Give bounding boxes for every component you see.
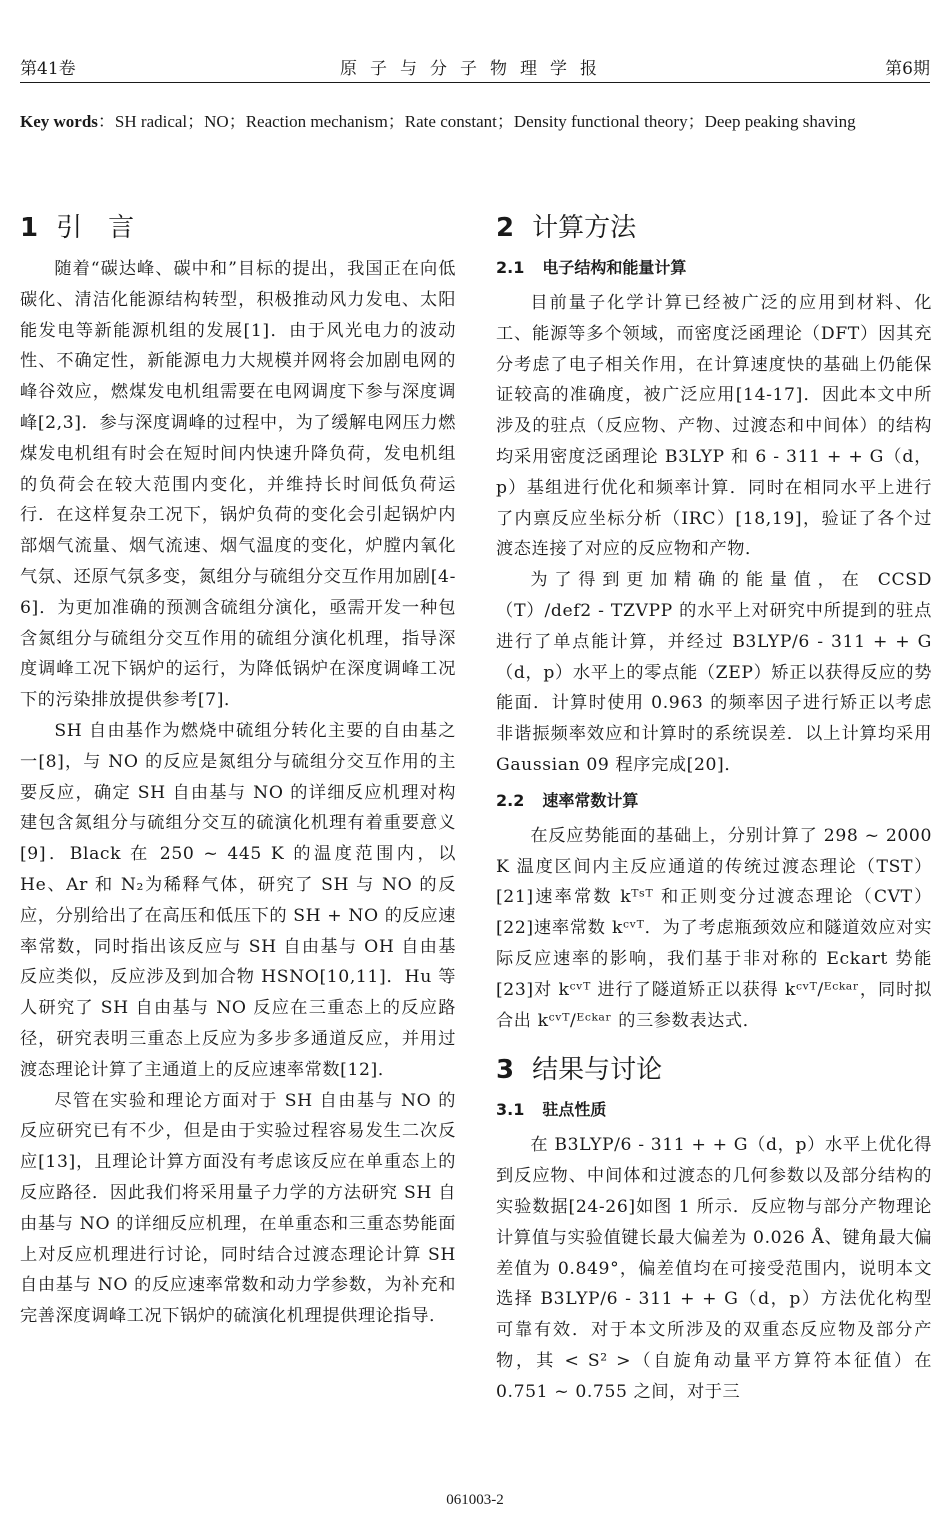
paragraph: 目前量子化学计算已经被广泛的应用到材料、化工、能源等多个领域，而密度泛函理论（DFT）因其充分考虑了电子相关作用，在计算速度快的基础上仍能保证较高的准确度，被广泛应用[14-17]．因此本文中所涉及的驻点（反应物、产物、过渡态和中间体）的结构均采用密度泛函理论 B3LYP 和 6 - 311 + + G（d，p）基组进行优化和频率计算．同时在相同水平上进行了内禀反应坐标分析（IRC）[18,19]，验证了各个过渡态连接了对应的反应物和产物． bbox=[496, 293, 932, 560]
keywords-text: ：SH radical；NO；Reaction mechanism；Rate constant；Density functional theory；Deep peaking shaving bbox=[97, 112, 856, 131]
keywords-label: Key words bbox=[20, 112, 98, 131]
subsection-title: 速率常数计算 bbox=[542, 790, 639, 810]
paragraph: 在反应势能面的基础上，分别计算了 298 ~ 2000 K 温度区间内主反应通道的传统过渡态理论（TST）[21]速率常数 kᵀˢᵀ 和正则变分过渡态理论（CVT）[22]速率常数 kᶜᵛᵀ．为了考虑瓶颈效应和隧道效应对实际反应速率的影响，我们基于非对称的 Eckart 势能[23]对 kᶜᵛᵀ 进行了隧道矫正以获得 kᶜᵛᵀ/ᴱᶜᵏᵃʳ，同时拟合出 kᶜᵛᵀ/ᴱᶜᵏᵃʳ 的三参数表达式． bbox=[496, 825, 932, 1031]
right-column bbox=[496, 208, 932, 1408]
left-column bbox=[20, 208, 456, 1332]
section-number: 2 bbox=[496, 213, 515, 243]
paragraph: 在 B3LYP/6 - 311 + + G（d，p）水平上优化得到反应物、中间体和过渡态的几何参数以及部分结构的实验数据[24-26]如图 1 所示．反应物与部分产物理论计算值与实验值键长最大偏差为 0.026 Å、键角最大偏差值为 0.849°，偏差值均在可接受范围内，说明本文选择 B3LYP/6 - 311 + + G（d，p）方法优化构型可靠有效．对于本文所涉及的双重态反应物及部分产物，其 < S² >（自旋角动量平方算符本征值）在 0.751 ~ 0.755 之间，对于三 bbox=[496, 1135, 932, 1402]
subsection-title: 驻点性质 bbox=[542, 1100, 607, 1120]
paragraph: 为了得到更加精确的能量值，在 CCSD（T）/def2 - TZVPP 的水平上对研究中所提到的驻点进行了单点能计算，并经过 B3LYP/6 - 311 + + G（d，p）水平上的零点能（ZEP）矫正以获得反应的势能面．计算时使用 0.963 的频率因子进行矫正以考虑非谐振频率效应和计算时的系统误差．以上计算均采用 Gaussian 09 程序完成[20]． bbox=[496, 570, 932, 775]
paragraph: SH 自由基作为燃烧中硫组分转化主要的自由基之一[8]，与 NO 的反应是氮组分与硫组分交互作用的主要反应，确定 SH 自由基与 NO 的详细反应机理对构建包含氮组分与硫组分交互的硫演化机理有着重要意义[9]．Black 在 250 ~ 445 K 的温度范围内，以 He、Ar 和 N₂为稀释气体，研究了 SH 与 NO 的反应，分别给出了在高压和低压下的 SH + NO 的反应速率常数，同时指出该反应与 SH 自由基与 OH 自由基反应类似，反应涉及到加合物 HSNO[10,11]．Hu 等人研究了 SH 自由基与 NO 反应在三重态上的反应路径，研究表明三重态上反应为多步多通道反应，并用过渡态理论计算了主通道上的反应速率常数[12]． bbox=[20, 720, 456, 1080]
subsection-number: 3.1 bbox=[496, 1100, 525, 1120]
page-number: 061003-2 bbox=[446, 1492, 504, 1508]
section-heading-methods bbox=[496, 208, 932, 248]
header-rule bbox=[20, 82, 930, 83]
subsection-title: 电子结构和能量计算 bbox=[542, 258, 687, 277]
section-title: 结果与讨论 bbox=[532, 1055, 663, 1086]
paragraph: 随着“碳达峰、碳中和”目标的提出，我国正在向低碳化、清洁化能源结构转型，积极推动风力发电、太阳能发电等新能源机组的发展[1]．由于风光电力的波动性、不确定性，新能源电力大规模并网将会加剧电网的峰谷效应，燃煤发电机组需要在电网调度下参与深度调峰[2,3]．参与深度调峰的过程中，为了缓解电网压力燃煤发电机组有时会在短时间内快速升降负荷，发电机组的负荷会在较大范围内变化，并维持长时间低负荷运行．在这样复杂工况下，锅炉负荷的变化会引起锅炉内部烟气流量、烟气流速、烟气温度的变化，炉膛内氧化气氛、还原气氛多变，氮组分与硫组分交互作用加剧[4-6]．为更加准确的预测含硫组分演化，亟需开发一种包含氮组分与硫组分交互作用的硫组分演化机理，指导深度调峰工况下锅炉的运行，为降低锅炉在深度调峰工况下的污染排放提供参考[7]． bbox=[20, 259, 456, 711]
section-number: 1 bbox=[20, 213, 39, 243]
issue-label: 第6期 bbox=[885, 59, 930, 79]
section-number: 3 bbox=[496, 1055, 515, 1086]
journal-title: 原子与分子物理学报 bbox=[340, 59, 610, 79]
subsection-number: 2.2 bbox=[496, 790, 525, 810]
subsection-number: 2.1 bbox=[496, 258, 525, 277]
subsection-heading bbox=[496, 1090, 932, 1130]
section-heading-intro bbox=[20, 208, 456, 248]
section-heading-results bbox=[496, 1050, 932, 1090]
volume-label: 第41卷 bbox=[20, 59, 76, 79]
running-header bbox=[20, 54, 930, 80]
paragraph: 尽管在实验和理论方面对于 SH 自由基与 NO 的反应研究已有不少，但是由于实验过程容易发生二次反应[13]，且理论计算方面没有考虑该反应在单重态上的反应路径．因此我们将采用量子力学的方法研究 SH 自由基与 NO 的详细反应机理，在单重态和三重态势能面上对反应机理进行讨论，同时结合过渡态理论计算 SH 自由基与 NO 的反应速率常数和动力学参数，为补充和完善深度调峰工况下锅炉的硫演化机理提供理论指导． bbox=[20, 1090, 456, 1327]
subsection-heading bbox=[496, 248, 932, 288]
keywords bbox=[20, 106, 930, 137]
subsection-heading bbox=[496, 781, 932, 821]
section-title: 计算方法 bbox=[532, 213, 637, 243]
section-title: 引言 bbox=[56, 213, 161, 243]
